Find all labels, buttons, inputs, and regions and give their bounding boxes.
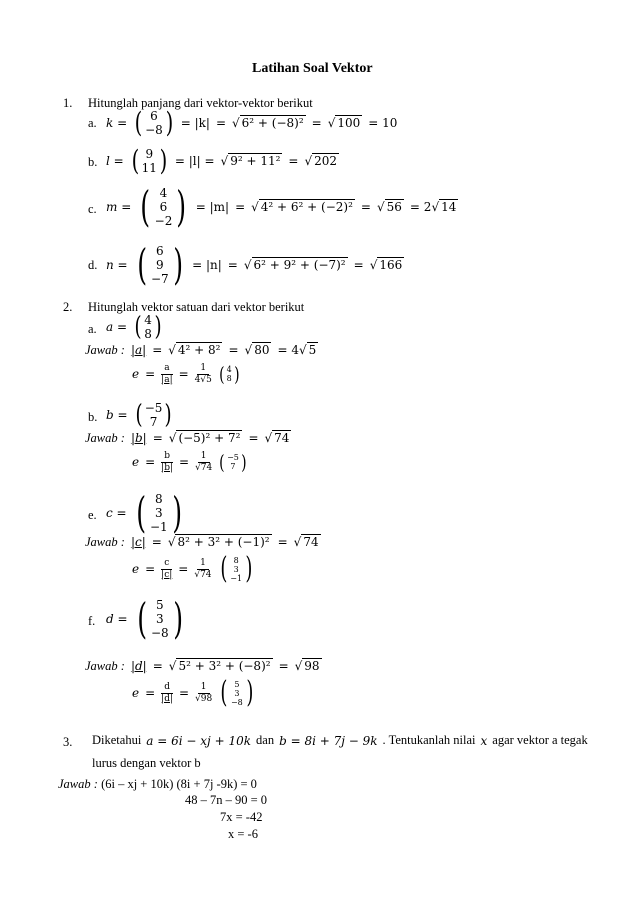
q2b-magnitude: Jawab : |b| = √ (−5)² + 7² = √ 74 [85, 430, 290, 445]
q3-number: 3. [63, 735, 73, 749]
q1c-expression: m = ( 4 6 −2 ) = |m| = √ 4² + 6² + (−2)² = √ 56 = 2√ 14 [106, 182, 457, 231]
q3-jawab-line1: Jawab : (6i – xj + 10k) (8i + 7j -9k) = 0 [58, 777, 257, 791]
page-title: Latihan Soal Vektor [252, 61, 373, 76]
q1-number: 1. [63, 96, 73, 110]
q1d-column-vector: ( 6 9 −7 ) [136, 240, 183, 289]
q3-statement-line2: lurus dengan vektor b [92, 756, 201, 770]
q1d-expression: n = ( 6 9 −7 ) = |n| = √ 6² + 9² + (−7)² = √ 166 [106, 240, 403, 289]
q2f-magnitude: Jawab : |d| = √ 5² + 3² + (−8)² = √ 98 [85, 658, 320, 673]
q1a-var: k = [106, 116, 128, 130]
q2-prompt: Hitunglah vektor satuan dari vektor berikut [88, 300, 305, 314]
q3-step3: 7x = -42 [220, 810, 263, 824]
q1c-label: c. [88, 202, 97, 216]
q3-step4: x = -6 [228, 827, 258, 841]
q1d-label: d. [88, 258, 98, 272]
q1a-expression: k = ( 6 −8 ) = |k| = √ 6² + (−8)² = √ 100 = 10 [106, 106, 398, 139]
q1b-label: b. [88, 155, 98, 169]
q2a-magnitude: Jawab : |a| = √ 4² + 8² = √ 80 = 4√ 5 [85, 342, 317, 357]
q2a-label: a. [88, 322, 97, 336]
q3-statement-line1: Diketahui a = 6i − xj + 10k dan b = 8i + 7j − 9k . Tentukanlah nilai x agar vektor a tegak [92, 733, 588, 748]
q1-prompt: Hitunglah panjang dari vektor-vektor berikut [88, 96, 313, 110]
q2f-unit-vector: e = $\frac{d}{|d|}$ = $\frac{1}{√98}$ ( 5 3 −8 ) [132, 675, 254, 710]
q3-step2: 48 – 7n – 90 = 0 [185, 793, 268, 807]
q2e-unit-vector: e = $\frac{c}{|c|}$ = $\frac{1}{√74}$ ( 8 3 −1 ) [132, 551, 253, 586]
q2b-label: b. [88, 410, 98, 424]
q2a-vector: a = ( 4 8 ) [106, 312, 162, 342]
q2b-vector: b = ( −5 7 ) [106, 400, 173, 430]
q2e-magnitude: Jawab : |c| = √ 8² + 3² + (−1)² = √ 74 [85, 534, 319, 549]
q2f-vector: d = ( 5 3 −8 ) [106, 594, 183, 643]
q1a-column-vector: ( 6 −8 ) [134, 106, 174, 139]
q2-number: 2. [63, 300, 73, 314]
q1b-expression: l = ( 9 11 ) = |l| = √ 9² + 11² = √ 202 [106, 144, 338, 177]
q2a-unit-vector: e = $\frac{a}{|a|}$ = $\frac{1}{4√5}$ ( 4 8 ) [132, 362, 240, 386]
q2e-label: e. [88, 508, 97, 522]
q2f-label: f. [88, 614, 96, 628]
q1a-label: a. [88, 116, 97, 130]
q1b-column-vector: ( 9 11 ) [131, 144, 168, 177]
q1a-sqrt: √ 6² + (−8)² [232, 116, 304, 130]
q2e-vector: c = ( 8 3 −1 ) [106, 488, 182, 537]
q2b-unit-vector: e = $\frac{b}{|b|}$ = $\frac{1}{√74}$ ( −5 7 ) [132, 450, 247, 474]
q1c-column-vector: ( 4 6 −2 ) [140, 182, 187, 231]
